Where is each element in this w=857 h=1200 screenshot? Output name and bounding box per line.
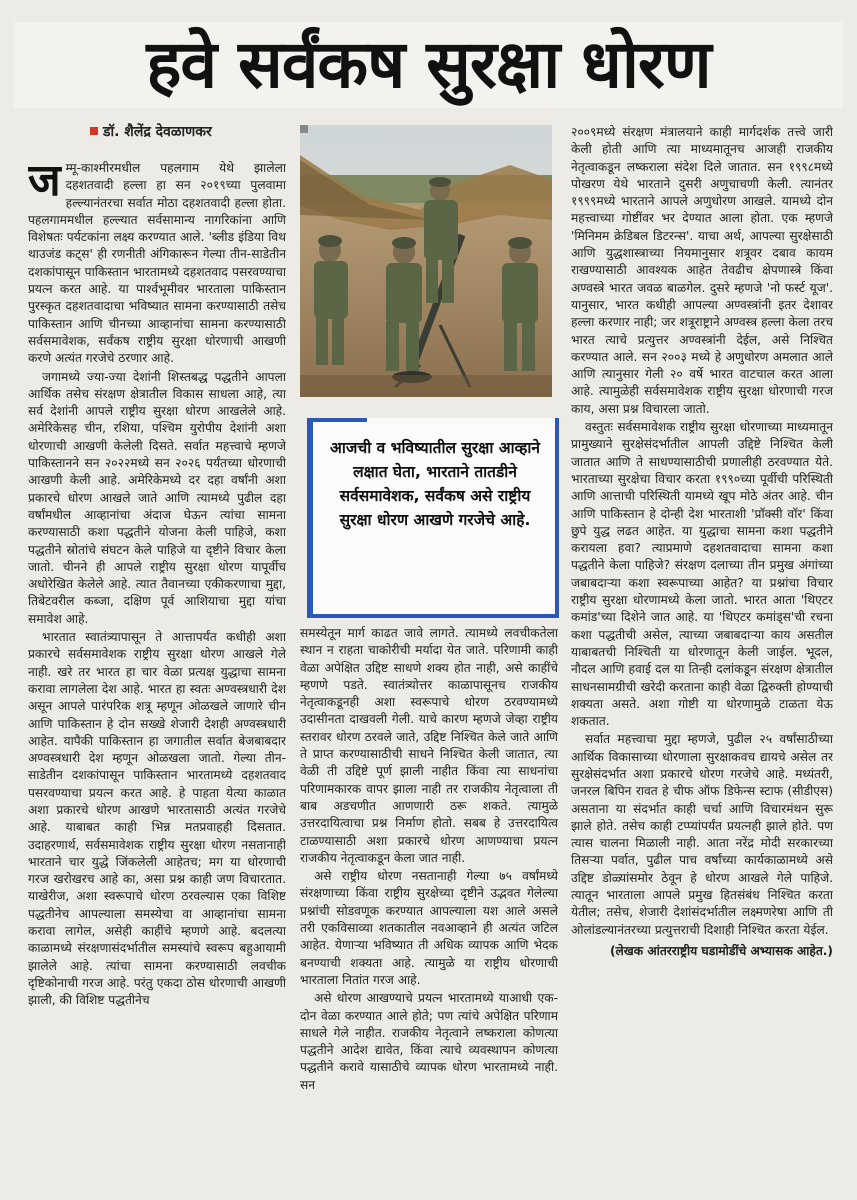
paragraph: वस्तुतः सर्वसमावेशक राष्ट्रीय सुरक्षा धोरणाच्या माध्यमातून प्रामुख्याने सुरक्षेसंदर्भातील आपली उद्दिष्टे निश्चित केली जातात आणि ते साधण्यासाठीची प्रणालीही ठरवण्यात येते. भारताच्या सुरक्षेचा विचार करता १९९०च्या पूर्वीची परिस्थिती आणि आत्ताची परिस्थिती यामध्ये खूप मोठे अंतर आहे. चीन आणि पाकिस्तान हे दोन्ही देश भारताशी 'प्रॉक्सी वॉर' किंवा छुपे युद्ध लढत आहेत. या युद्धाचा सामना कशा पद्धतीने करायला हवा? त्याप्रमाणे दहशतवादाचा सामना कशा पद्धतीने केला पाहिजे? संरक्षण दलाच्या तीन प्रमुख अंगांच्या जबाबदाऱ्या कशा स्वरूपाच्या आहेत? या प्रश्नांचा विचार राष्ट्रीय सुरक्षा धोरणामध्ये केला जातो. भारत आता 'थिएटर कमांड'च्या दिशेने जात आहे. या 'थिएटर कमांड्स'ची रचना कशा पद्धतीची असेल, त्याच्या जबाबदाऱ्या काय असतील याबाबतची निश्चिती या धोरणातून केली जाईल. भूदल, नौदल आणि हवाई दल या तिन्ही दलांकडून संरक्षण क्षेत्रातील साधनसामग्रीची खरेदी करताना काही वेळा द्विरुक्ती होण्याची शक्यता असते. अशा गोष्टी या धोरणामुळे टाळता येऊ शकतात.	[571, 420, 833, 729]
paragraph: असे राष्ट्रीय धोरण नसतानाही गेल्या ७५ वर्षांमध्ये संरक्षणाच्या किंवा राष्ट्रीय सुरक्षेच्या दृष्टीने उद्भवत गेलेल्या प्रश्नांची सोडवणूक करण्यात आपल्याला यश आले असले तरी एकविसाव्या शतकातील नवआव्हाने ही अत्यंत जटिल आहेत. येणाऱ्या भविष्यात ती अधिक व्यापक आणि भेदक बनण्याची शक्यता आहे. त्यामुळे या राष्ट्रीय धोरणाची भारताला नितांत गरज आहे.	[300, 869, 558, 987]
paragraph: जगामध्ये ज्या-ज्या देशांनी शिस्तबद्ध पद्धतीने आपला आर्थिक तसेच संरक्षण क्षेत्रातील विकास साधला आहे, त्या सर्व देशांनी आपले राष्ट्रीय सुरक्षा धोरण आखलेले आहे. अमेरिकेसह चीन, रशिया, पश्चिम युरोपीय देशांनी अशा धोरणाची आखणी केलेली दिसते. सर्वात महत्त्वाचे म्हणजे पाकिस्तानने सन २०२२मध्ये सन २०२६ पर्यंतच्या धोरणाची आखणी केली आहे. अमेरिकेमध्ये दर दहा वर्षांनी अशा प्रकारचे धोरण आखले जाते आणि त्यामध्ये पुढील दहा वर्षांमधील आव्हानांचा अंदाज घेऊन त्यांचा सामना करण्यासाठी कशा पद्धतीने योजना केली पाहिजे, कशा पद्धतीने स्रोतांचे संघटन केले पाहिजे या दृष्टीने विचार केला जातो. चीनने ही आपले राष्ट्रीय सुरक्षा धोरण यापूर्वीच अधोरेखित केलेले आहे. त्यात तैवानच्या एकीकरणाचा मुद्दा, तिबेटवरील कब्जा, दक्षिण पूर्व आशियाचा मुद्दा यांचा समावेश आहे.	[28, 369, 286, 626]
soldiers-mortar-illustration	[300, 125, 552, 397]
pull-quote-box	[307, 418, 559, 618]
paragraph: २००९मध्ये संरक्षण मंत्रालयाने काही मार्गदर्शक तत्त्वे जारी केली होती आणि त्या माध्यमातूनच आजही राजकीय नेतृत्वाकडून लष्कराला संदेश दिले जातात. सन १९९८मध्ये पोखरण येथे भारताने दुसरी अणुचाचणी केली. त्यानंतर १९९९मध्ये भारताने आपले अणुधोरण आखले. यामध्ये दोन महत्त्वाच्या गोष्टींवर भर देण्यात आला होता. एक म्हणजे 'मिनिमम क्रेडिबल डिटरन्स'. याचा अर्थ, आपल्या सुरक्षेसाठी आणि युद्धशास्त्राच्या नियमानुसार शत्रूवर दबाव कायम राखण्यासाठी आवश्यक आहेत तेवढीच क्षेपणास्त्रे किंवा अण्वस्त्रे भारत जवळ बाळगेल. दुसरे म्हणजे 'नो फर्स्ट यूज'. यानुसार, भारत कधीही आपल्या अण्वस्त्रांनी इतर देशावर हल्ला करणार नाही; जर शत्रूराष्ट्राने अण्वस्त्र हल्ला केला तरच भारत त्याचे प्रत्युत्तर अण्वस्त्रांनी देईल, असे निश्चित करण्यात आले. सन २००३ मध्ये हे अणुधोरण अमलात आले आणि त्यानुसार गेली २० वर्षे भारत वाटचाल करत आला आहे. त्यामुळेही सर्वसमावेशक राष्ट्रीय सुरक्षा धोरणाची गरज काय, असा प्रश्न विचारला जातो.	[571, 125, 833, 416]
byline	[90, 122, 212, 141]
pull-quote-border	[307, 418, 313, 618]
pull-quote-border-top	[307, 418, 367, 422]
headline-banner	[14, 22, 843, 108]
drop-cap: ज	[28, 160, 61, 206]
pull-quote-text: आजची व भविष्यातील सुरक्षा आव्हाने लक्षात घेता, भारताने तातडीने सर्वसमावेशक, सर्वंकष असे राष्ट्रीय सुरक्षा धोरण आखणे गरजेचे आहे.	[330, 439, 540, 529]
byline-square-icon	[90, 127, 98, 135]
author-note: (लेखक आंतरराष्ट्रीय घडामोडींचे अभ्यासक आहेत.)	[609, 943, 833, 958]
paragraph: समस्येतून मार्ग काढत जावे लागते. त्यामध्ये लवचीकतेला स्थान न राहता चाकोरीची मर्यादा येत जाते. परिणामी काही वेळा अपेक्षित उद्दिष्ट साधणे शक्य होत नाही, असे काहींचे म्हणणे पडते. स्वातंत्र्योत्तर काळापासूनच राजकीय नेतृत्वाकडूनही अशा स्वरूपाचे धोरण ठरवण्यामध्ये उदासीनता दाखवली गेली. याचे कारण म्हणजे जेव्हा राष्ट्रीय स्तरावर धोरण ठरवले जाते, उद्दिष्ट निश्चित केले जाते आणि ते प्राप्त करण्यासाठीची साधने निश्चित केली जातात, त्या वेळी ती उद्दिष्टे पूर्ण झाली नाहीत किंवा त्या साधनांचा परिणामकारक वापर झाला नाही तर राजकीय नेतृत्वाला ती बाब अडचणीत आणणारी ठरू शकते. त्यामुळे उत्तरदायित्वाचा प्रश्न निर्माण होतो. सबब हे उत्तरदायित्व टाळण्यासाठी अशा प्रकारचे धोरण आणण्याचा प्रयत्न राजकीय नेतृत्वाकडून केला जात नाही.	[300, 626, 558, 865]
soldiers-photo	[300, 125, 552, 397]
article-column-2	[300, 625, 558, 1190]
article-column-1	[28, 160, 286, 1188]
author-name: डॉ. शैलेंद्र देवळाणकर	[103, 124, 212, 140]
photo-corner-marker	[300, 125, 308, 133]
article-column-3	[571, 124, 833, 1188]
paragraph: सर्वात महत्त्वाचा मुद्दा म्हणजे, पुढील २५ वर्षांसाठीच्या आर्थिक विकासाच्या धोरणाला सुरक्षाकवच द्यायचे असेल तर सुरक्षेसंदर्भात अशा प्रकारचे धोरण गरजेचे आहे. मध्यंतरी, जनरल बिपिन रावत हे चीफ ऑफ डिफेन्स स्टाफ (सीडीएस) असताना या संदर्भात काही चर्चा आणि विचारमंथन सुरू झाले होते. तसेच काही टप्प्यांपर्यंत प्रयत्नही झाले होते. पण त्यास चालना मिळाली नाही. आता नरेंद्र मोदी सरकारच्या तिसऱ्या पर्वात, पुढील पाच वर्षांच्या कार्यकाळामध्ये असे उद्दिष्ट डोळ्यांसमोर ठेवून हे धोरण आखले गेले पाहिजे. त्यातून भारताला आपले प्रमुख हितसंबंध निश्चित करता येतील; तसेच, शेजारी देशांसंदर्भातील लक्ष्मणरेषा आणि ती ओलांडल्यानंतरच्या प्रत्युत्तराची दिशाही निश्चित करता येईल.	[571, 732, 833, 937]
paragraph: भारतात स्वातंत्र्यापासून ते आत्तापर्यंत कधीही अशा प्रकारचे सर्वसमावेशक राष्ट्रीय सुरक्षा धोरण आखले गेले नाही. खरे तर भारत हा चार वेळा प्रत्यक्ष युद्धाचा सामना करावा लागलेला देश आहे. भारत हा स्वतः अण्वस्त्रधारी देश असून आपले पारंपरिक शत्रू म्हणून ओळखले जाणारे चीन आणि पाकिस्तान हे दोन सख्खे शेजारी देशही अण्वस्त्रधारी आहेत. यापैकी पाकिस्तान हा जगातील सर्वात बेजबाबदार अण्वस्त्रधारी देश म्हणून ओळखला जातो. गेल्या तीन-साडेतीन दशकांपासून पाकिस्तान भारतामध्ये दहशतवाद पसरवण्याचा प्रयत्न करत आहे. हे पाहता येत्या काळात अशा प्रकारचे धोरण आखणे भारतासाठी अत्यंत गरजेचे आहे. याबाबत काही भिन्न मतप्रवाहही दिसतात. उदाहरणार्थ, सर्वसमावेशक राष्ट्रीय सुरक्षा धोरण नसतानाही भारताने चार युद्धे जिंकलेली आहेतच; मग या धोरणाची गरज खरोखरच आहे का, असा प्रश्न काही जण विचारतात. याखेरीज, अशा स्वरूपाचे धोरण ठरवल्यास एका विशिष्ट पद्धतीनेच आपल्याला समस्येचा वा आव्हानांचा सामना करावा लागेल, असेही काहींचे म्हणणे आहे. बदलत्या काळामध्ये संरक्षणासंदर्भातील समस्यांचे स्वरूप बहुआयामी झालेले आहे. त्यांचा सामना करण्यासाठी लवचीक दृष्टिकोनाची गरज आहे. परंतु एकदा ठोस धोरणाची आखणी झाली, की विशिष्ट पद्धतीनेच	[28, 630, 286, 1008]
page-title: हवे सर्वंकष सुरक्षा धोरण	[146, 26, 711, 103]
paragraph: जम्मू-काश्मीरमधील पहलगाम येथे झालेला दहशतवादी हल्ला हा सन २०१९च्या पुलवामा हल्ल्यानंतरचा सर्वात मोठा दहशतवादी हल्ला होता. पहलगाममधील हल्ल्यात सर्वसामान्य नागरिकांना आणि विशेषतः पर्यटकांना लक्ष्य करण्यात आले. 'ब्लीड इंडिया विथ थाउजंड कट्स' ही रणनीती अंगिकारून गेल्या तीन-साडेतीन दशकांपासून पाकिस्तान भारतामध्ये दहशतवाद पसरवण्याचा प्रयत्न करत आहे. या पार्श्वभूमीवर भारताला पाकिस्तान पुरस्कृत दहशतवादाचा भविष्यात सामना करण्यासाठी तसेच पाकिस्तान आणि चीनच्या आव्हानांचा सामना करण्यासाठी सर्वसमावेशक, सर्वंकष राष्ट्रीय सुरक्षा धोरणाची आखणी करणे अत्यंत गरजेचे ठरणार आहे.	[28, 160, 286, 366]
paragraph: असे धोरण आखण्याचे प्रयत्न भारतामध्ये याआधी एक-दोन वेळा करण्यात आले होते; पण त्यांचे अपेक्षित परिणाम साधले गेले नाहीत. राजकीय नेतृत्वाने लष्कराला कोणत्या पद्धतीने आदेश द्यावेत, किंवा त्याचे व्यवस्थापन कोणत्या पद्धतीने करावे यासाठीचे व्यापक धोरण भारतामध्ये नाही. सन	[300, 991, 558, 1092]
